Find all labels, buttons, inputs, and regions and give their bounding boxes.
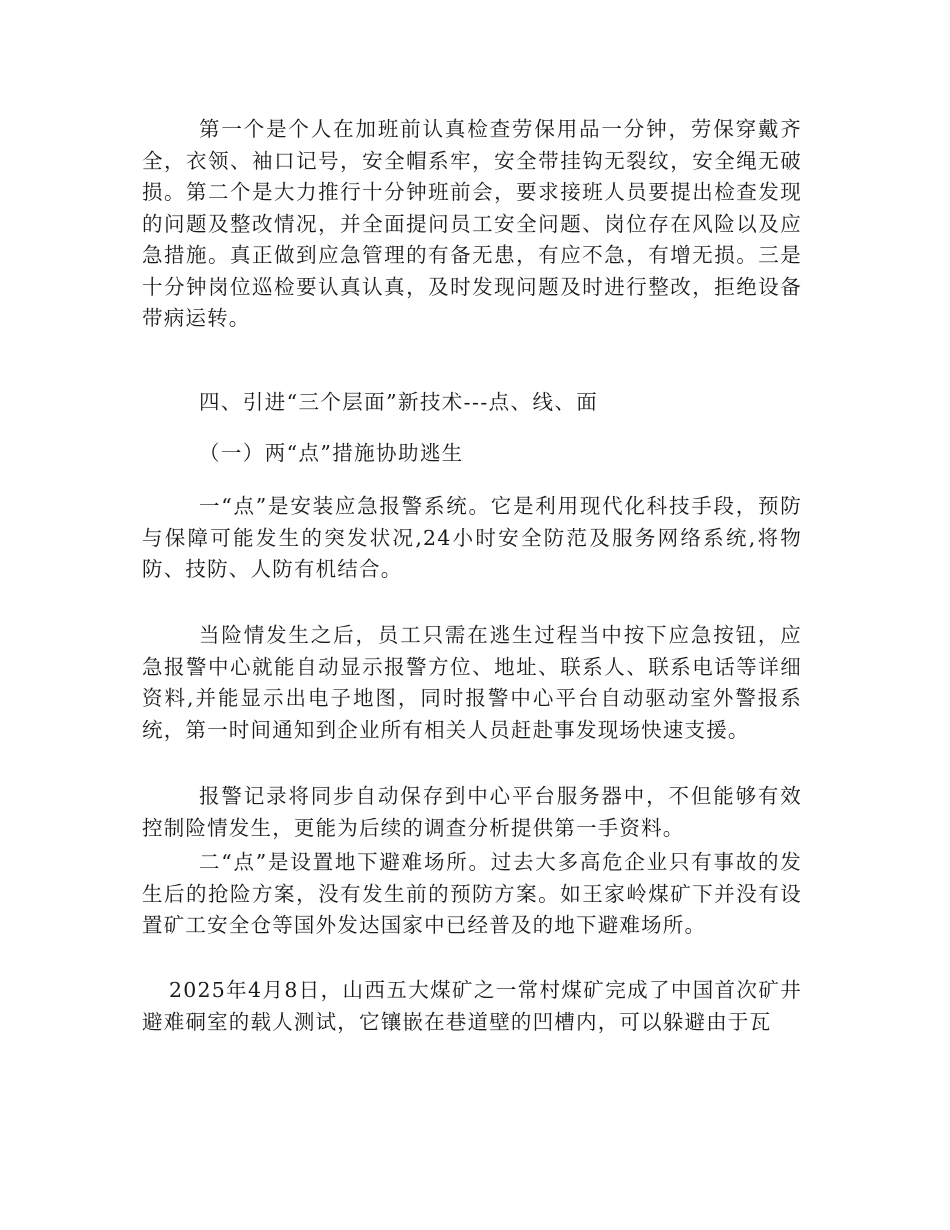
subsection-heading-two-points: （一）两“点”措施协助逃生: [199, 441, 464, 465]
paragraph-alarm-records: 报警记录将同步自动保存到中心平台服务器中，不但能够有效控制险情发生，更能为后续的调查分析提供第一手资料。: [142, 784, 802, 840]
paragraph-ppe-inspection: 第一个是个人在加班前认真检查劳保用品一分钟，劳保穿戴齐全，衣领、袖口记号，安全帽系牢，安全带挂钩无裂纹，安全绳无破损。第二个是大力推行十分钟班前会，要求接班人员要提出检查发现的问题及整改情况，并全面提问员工安全问题、岗位存在风险以及应急措施。真正做到应急管理的有备无患，有应不急，有增无损。三是十分钟岗位巡检要认真认真，及时发现问题及时进行整改，拒绝设备带病运转。: [142, 117, 802, 330]
section-heading-new-technology: 四、引进“三个层面”新技术---点、线、面: [199, 390, 599, 414]
paragraph-changcun-test: 2025年4月8日，山西五大煤矿之一常村煤矿完成了中国首次矿井避难硐室的载人测试，它镶嵌在巷道壁的凹槽内，可以躲避由于瓦: [142, 978, 802, 1034]
paragraph-emergency-button: 当险情发生之后，员工只需在逃生过程当中按下应急按钮，应急报警中心就能自动显示报警方位、地址、联系人、联系电话等详细资料,并能显示出电子地图，同时报警中心平台自动驱动室外警报系统，第一时间通知到企业所有相关人员赶赴事发现场快速支援。: [142, 623, 802, 742]
paragraph-alarm-system: 一“点”是安装应急报警系统。它是利用现代化科技手段，预防与保障可能发生的突发状况,24小时安全防范及服务网络系统,将物防、技防、人防有机结合。: [142, 494, 802, 581]
paragraph-underground-shelter: 二“点”是设置地下避难场所。过去大多高危企业只有事故的发生后的抢险方案，没有发生前的预防方案。如王家岭煤矿下并没有设置矿工安全仓等国外发达国家中已经普及的地下避难场所。: [142, 850, 802, 937]
